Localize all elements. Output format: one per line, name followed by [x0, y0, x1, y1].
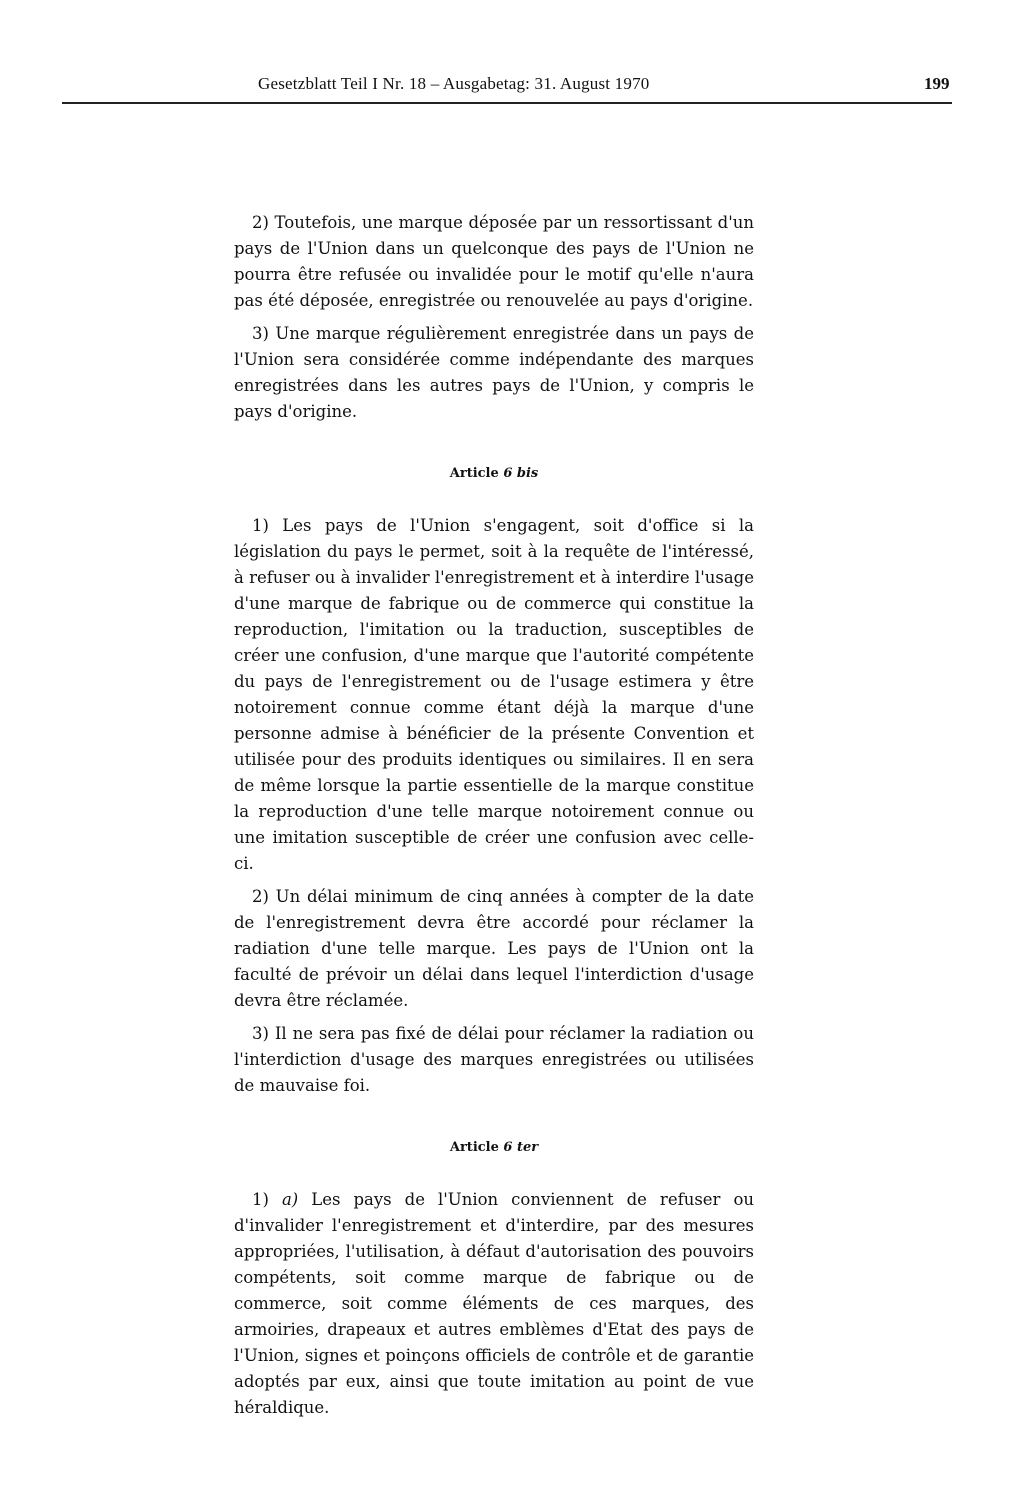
running-header: Gesetzblatt Teil I Nr. 18 – Ausgabetag: 31. August 1970	[258, 74, 650, 93]
text-column	[234, 210, 754, 1428]
article-suffix: 6 ter	[503, 1140, 539, 1155]
page-number: 199	[924, 74, 950, 93]
article-label: Article	[449, 1140, 499, 1155]
paragraph-text: Les pays de l'Union conviennent de refuser ou d'invalider l'enregistrement et d'interdire, par des mesures appropriées, l'utilisation, à défaut d'autorisation des pouvoirs compétents, soit comme marque de fabrique ou de commerce, soit comme éléments de ces marques, des armoiries, drapeaux et autres emblèmes d'Etat des pays de l'Union, signes et poinçons officiels de contrôle et de garantie adoptés par eux, ainsi que toute imitation au point de vue héraldique.	[234, 1190, 755, 1417]
paragraph: 3) Une marque régulièrement enregistrée dans un pays de l'Union sera considérée comme indépendante des marques enregistrées dans les autres pays de l'Union, y compris le pays d'origine.	[234, 324, 754, 421]
paragraph: 2) Toutefois, une marque déposée par un ressortissant d'un pays de l'Union dans un quelconque des pays de l'Union ne pourra être refusée ou invalidée pour le motif qu'elle n'aura pas été déposée, enregistrée ou renouvelée au pays d'origine.	[234, 213, 754, 310]
article-6ter-heading	[234, 1135, 754, 1161]
header-rule	[62, 102, 952, 104]
article-6bis-heading	[234, 461, 754, 487]
paragraph	[234, 1187, 754, 1421]
paragraph-number: 1)	[252, 1190, 269, 1209]
paragraph: 3) Il ne sera pas fixé de délai pour réclamer la radiation ou l'interdiction d'usage des marques enregistrées ou utilisées de mauvaise foi.	[234, 1024, 754, 1095]
paragraph: 1) Les pays de l'Union s'engagent, soit d'office si la législation du pays le permet, soit à la requête de l'intéressé, à refuser ou à invalider l'enregistrement et à interdire l'usage d'une marque de fabrique ou de commerce qui constitue la reproduction, l'imitation ou la traduction, susceptibles de créer une confusion, d'une marque que l'autorité compétente du pays de l'enregistrement ou de l'usage estimera y être notoirement connue comme étant déjà la marque d'une personne admise à bénéficier de la présente Convention et utilisée pour des produits identiques ou similaires. Il en sera de même lorsque la partie essentielle de la marque constitue la reproduction d'une telle marque notoirement connue ou une imitation susceptible de créer une confusion avec celle-ci.	[234, 516, 754, 873]
article-suffix: 6 bis	[503, 466, 539, 481]
paragraph: 2) Un délai minimum de cinq années à compter de la date de l'enregistrement devra être accordé pour réclamer la radiation d'une telle marque. Les pays de l'Union ont la faculté de prévoir un délai dans lequel l'interdiction d'usage devra être réclamée.	[234, 887, 754, 1010]
subparagraph-letter: a)	[281, 1190, 299, 1209]
article-label: Article	[449, 466, 499, 481]
